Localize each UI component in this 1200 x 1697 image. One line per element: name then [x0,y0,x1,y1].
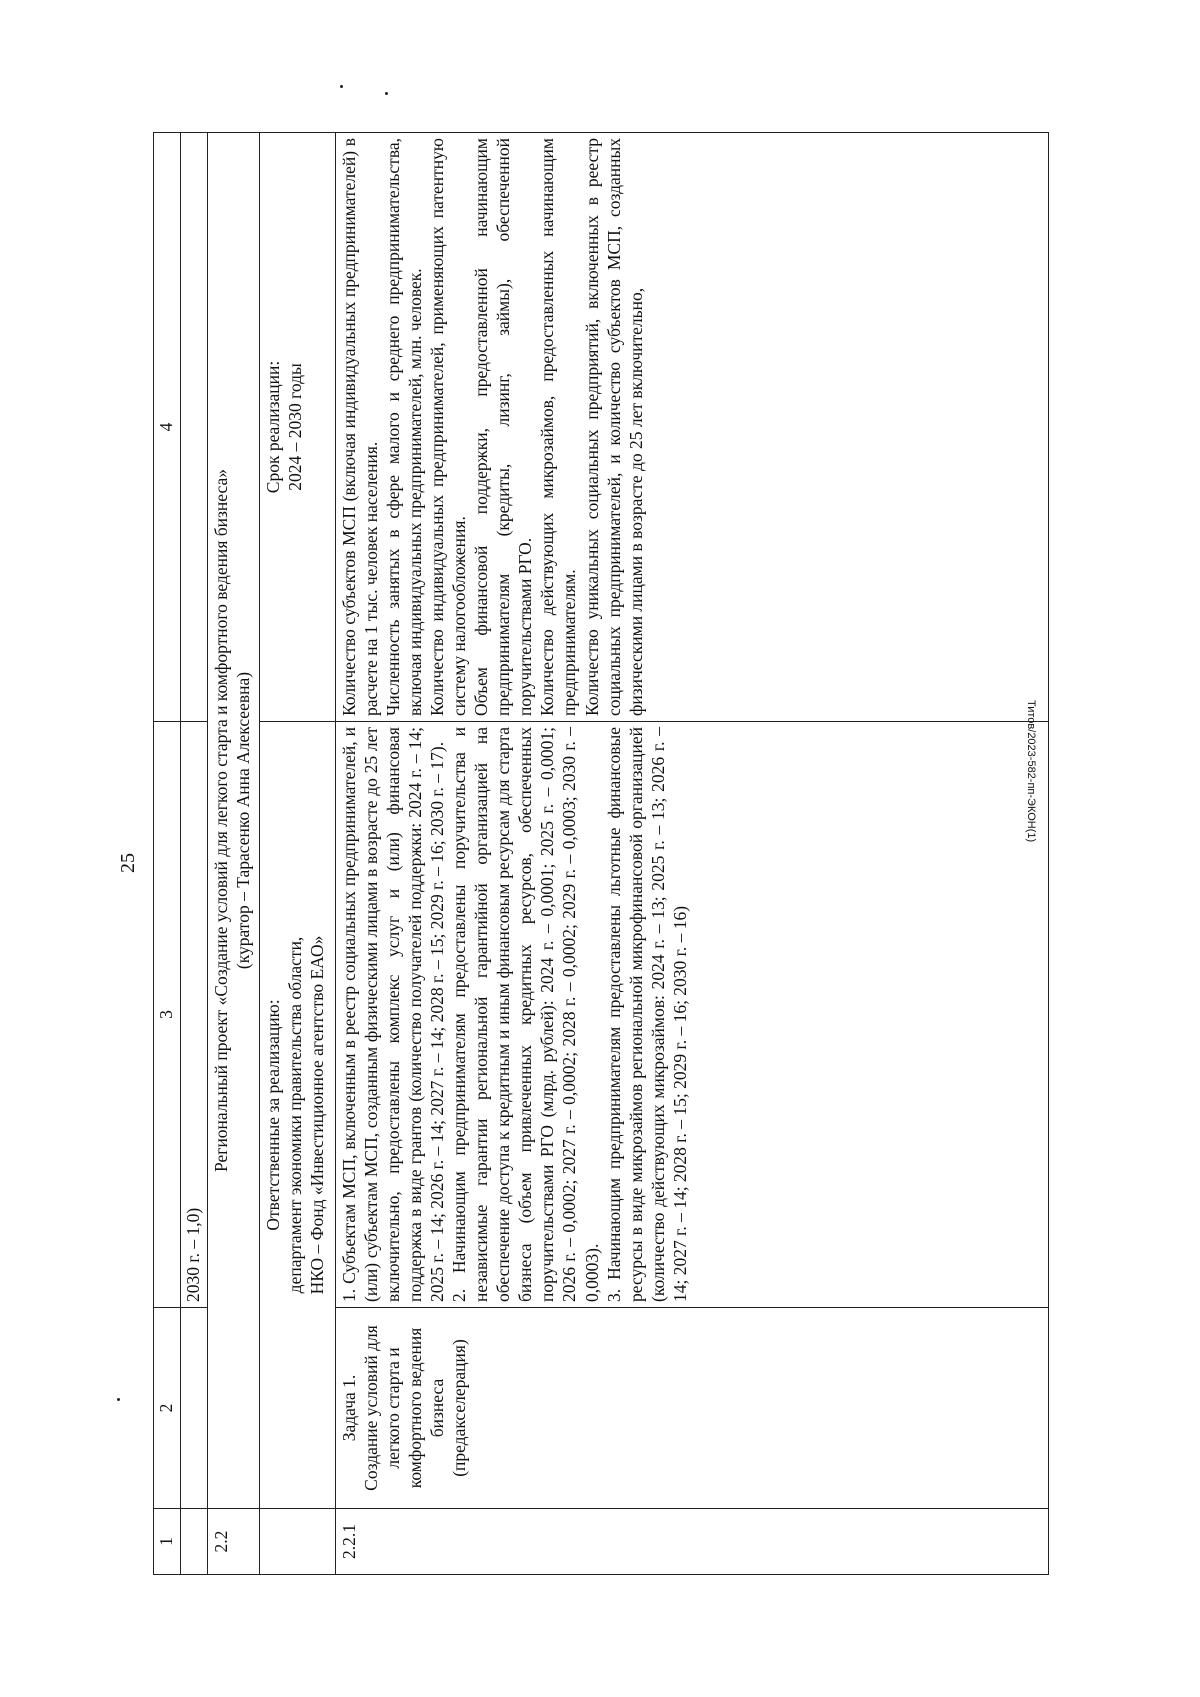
scan-speck [117,1398,120,1401]
project-curator: (куратор – Тарасенко Анна Алексеевна) [233,671,254,970]
indicator-item: Количество действующих микрозаймов, предоставленных начинающим предпринимателям. [537,138,580,716]
page-number: 25 [117,853,139,873]
task-indicators-cell [336,133,1049,722]
task-cell [336,1308,1049,1509]
continued-value: 2030 г. – 1,0) [181,722,208,1308]
responsible-row [260,133,336,1575]
task-title: Задача 1. [339,1374,359,1442]
task-row [336,133,1049,1575]
result-item: 2. Начинающим предпринимателям предоставлены поручительства и независимые гарантии региональной гарантийной организацией на обеспечение доступа к кредитным и иным финансовым ресурсам для старта бизнеса (объем привлеченных кредитных ресурсов, обеспеченных поручительствами РГО (млрд. рублей): 2024 г. – 0,0001; 2025 г. – 0,0001; 2026 г. – 0,0002; 2027 г. – 0,0002; 2028 г. – 0,0002; 2029 г. – 0,0003; 2030 г. – 0,0003). [449,727,602,1302]
responsible-empty-cell [260,1509,336,1575]
continuation-cell-1 [181,1509,208,1575]
indicator-item: Объем финансовой поддержки, предоставленной начинающим предпринимателям (кредиты, лизинг, займы), обеспеченной поручительствами РГО. [471,138,536,716]
activities-table [153,132,1049,1575]
indicator-item: Численность занятых в сфере малого и среднего предпринимательства, включая индивидуальных предпринимателей, млн. человек. [383,138,426,716]
column-number-1: 1 [154,1509,181,1575]
continuation-cell-4 [181,133,208,722]
column-number-3: 3 [154,722,181,1308]
responsible-label: Ответственные за реализацию: [263,999,283,1231]
continuation-cell-2 [181,1308,208,1509]
document-code: Титов/2023-582-пп-ЭКОН(1) [1025,700,1037,843]
indicator-item: Количество субъектов МСП (включая индивидуальных предпринимателей) в расчете на 1 тыс. человек населения. [339,138,382,716]
task-id: 2.2.1 [336,1509,1049,1575]
continuation-row [181,133,208,1575]
indicator-item: Количество уникальных социальных предприятий, включенных в реестр социальных предпринимателей, и количество субъектов МСП, созданных физическими лицами в возрасте до 25 лет включительно, [581,138,646,716]
term-value: 2024 – 2030 годы [285,363,306,491]
column-number-4: 4 [154,133,181,722]
result-item: 3. Начинающим предпринимателям предоставлены льготные финансовые ресурсы в виде микрозаймов региональной микрофинансовой организацией (количество действующих микрозаймов: 2024 г. – 13; 2025 г. – 13; 2026 г. – 14; 2027 г. – 14; 2028 г. – 15; 2029 г. – 16; 2030 г. – 16) [603,727,690,1302]
project-row [208,133,260,1575]
responsible-line-1: департамент экономики правительства области, [285,936,306,1294]
result-item: 1. Субъектам МСП, включенным в реестр социальных предпринимателей, и (или) субъектам МСП, созданным физическими лицами в возрасте до 25 лет включительно, предоставлены комплекс услуг и (или) финансовая поддержка в виде грантов (количество получателей поддержки: 2024 г. – 14; 2025 г. – 14; 2026 г. – 14; 2027 г. – 14; 2028 г. – 15; 2029 г. – 16; 2030 г. – 17). [339,727,448,1302]
task-description: Создание условий для легкого старта и комфортного ведения бизнеса (предакселерация) [361,1325,470,1491]
responsible-cell [260,722,336,1509]
indicator-item: Количество индивидуальных предпринимателей, применяющих патентную систему налогообложения. [427,138,470,716]
project-title-cell [208,133,260,1509]
column-number-row [154,133,181,1575]
project-title: Региональный проект «Создание условий для легкого старта и комфортного ведения бизнеса» [211,469,231,1172]
task-results-cell [336,722,1049,1308]
responsible-line-2: НКО – Фонд «Инвестиционное агентство ЕАО» [307,935,328,1295]
project-id: 2.2 [208,1509,260,1575]
term-cell [260,133,336,722]
scan-speck [340,85,343,88]
scan-speck [385,92,388,95]
column-number-2: 2 [154,1308,181,1509]
term-label: Срок реализации: [263,360,283,494]
rotated-page-content [153,133,1049,1575]
